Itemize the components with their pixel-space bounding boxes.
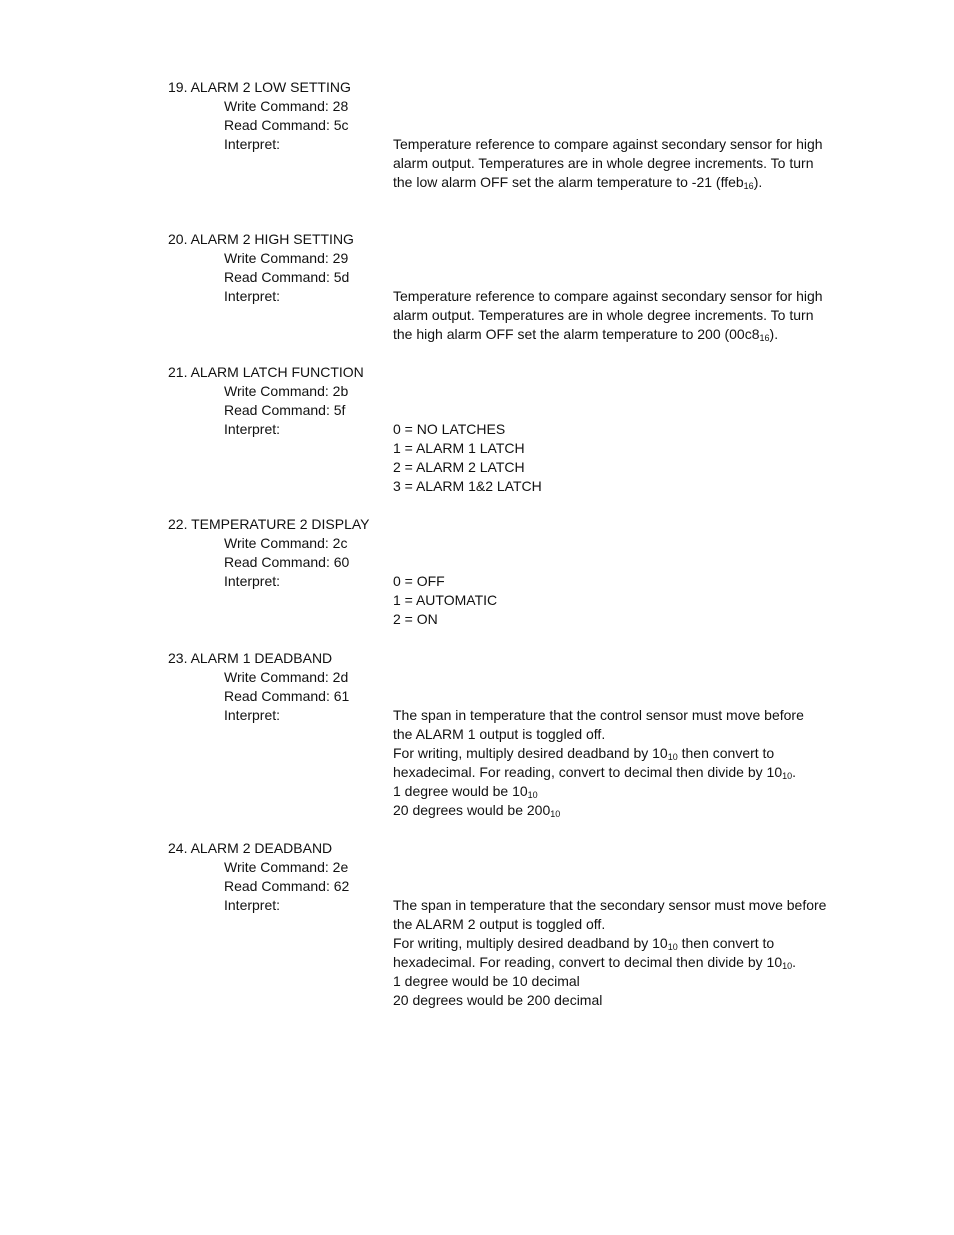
interpret-text-part: 1 degree would be 10 xyxy=(393,783,528,799)
section-alarm-2-high-setting xyxy=(168,230,858,343)
interpret-text-part: the high alarm OFF set the alarm temperature to 200 (00c8 xyxy=(393,326,760,342)
option-item: 3 = ALARM 1&2 LATCH xyxy=(393,478,542,494)
interpret-text-part: For writing, multiply desired deadband by 10 xyxy=(393,745,668,761)
interpret-label: Interpret: xyxy=(224,897,281,913)
section-alarm-latch-function xyxy=(168,363,858,494)
read-command: Read Command: 60 xyxy=(224,554,350,570)
interpret-text-part: For writing, multiply desired deadband by 10 xyxy=(393,935,668,951)
interpret-line xyxy=(393,744,853,763)
section-title: 20. ALARM 2 HIGH SETTING xyxy=(168,231,354,247)
read-command: Read Command: 5d xyxy=(224,269,350,285)
subscript: 10 xyxy=(667,752,678,762)
interpret-text-part: then convert to xyxy=(677,935,775,951)
interpret-options xyxy=(393,420,853,496)
option-item: 2 = ALARM 2 LATCH xyxy=(393,459,525,475)
interpret-line xyxy=(393,325,853,344)
interpret-label: Interpret: xyxy=(224,288,281,304)
write-command: Write Command: 2b xyxy=(224,383,349,399)
option-item: 2 = ON xyxy=(393,611,438,627)
interpret-text-part: . xyxy=(792,764,797,780)
interpret-line: alarm output. Temperatures are in whole degree increments. To turn xyxy=(393,307,814,323)
interpret-line xyxy=(393,763,853,782)
section-title: 23. ALARM 1 DEADBAND xyxy=(168,650,333,666)
interpret-text-part: then convert to xyxy=(677,745,775,761)
interpret-options xyxy=(393,572,853,629)
option-item: 0 = OFF xyxy=(393,573,445,589)
interpret-text-part: hexadecimal. For reading, convert to decimal then divide by 10 xyxy=(393,764,783,780)
section-title: 19. ALARM 2 LOW SETTING xyxy=(168,79,351,95)
write-command: Write Command: 2c xyxy=(224,535,348,551)
read-command: Read Command: 62 xyxy=(224,878,350,894)
interpret-text xyxy=(393,896,853,1010)
write-command: Write Command: 2d xyxy=(224,669,349,685)
subscript: 10 xyxy=(527,790,538,800)
interpret-text-part: . xyxy=(792,954,797,970)
section-temperature-2-display xyxy=(168,515,858,627)
interpret-label: Interpret: xyxy=(224,707,281,723)
interpret-line xyxy=(393,801,853,820)
interpret-text-part: ). xyxy=(769,326,779,342)
section-title: 21. ALARM LATCH FUNCTION xyxy=(168,364,364,380)
subscript: 10 xyxy=(782,961,793,971)
option-item: 1 = AUTOMATIC xyxy=(393,592,498,608)
subscript: 10 xyxy=(667,942,678,952)
interpret-line: alarm output. Temperatures are in whole degree increments. To turn xyxy=(393,155,814,171)
option-item: 1 = ALARM 1 LATCH xyxy=(393,440,525,456)
interpret-text-part: hexadecimal. For reading, convert to decimal then divide by 10 xyxy=(393,954,783,970)
interpret-text-part: 20 degrees would be 200 xyxy=(393,802,551,818)
read-command: Read Command: 5f xyxy=(224,402,346,418)
interpret-line: the ALARM 1 output is toggled off. xyxy=(393,726,606,742)
interpret-text xyxy=(393,135,853,192)
subscript: 16 xyxy=(759,333,770,343)
interpret-text xyxy=(393,706,853,820)
section-title: 22. TEMPERATURE 2 DISPLAY xyxy=(168,516,370,532)
write-command: Write Command: 28 xyxy=(224,98,349,114)
section-alarm-1-deadband xyxy=(168,649,858,819)
interpret-text xyxy=(393,287,853,344)
subscript: 10 xyxy=(782,771,793,781)
interpret-label: Interpret: xyxy=(224,136,281,152)
section-alarm-2-deadband xyxy=(168,839,858,1008)
interpret-label: Interpret: xyxy=(224,421,281,437)
subscript: 16 xyxy=(743,181,754,191)
write-command: Write Command: 29 xyxy=(224,250,349,266)
interpret-label: Interpret: xyxy=(224,573,281,589)
interpret-line: the ALARM 2 output is toggled off. xyxy=(393,916,606,932)
interpret-line: 1 degree would be 10 decimal xyxy=(393,973,580,989)
read-command: Read Command: 5c xyxy=(224,117,349,133)
interpret-line xyxy=(393,934,853,953)
interpret-line xyxy=(393,782,853,801)
write-command: Write Command: 2e xyxy=(224,859,349,875)
interpret-text-part: the low alarm OFF set the alarm temperature to -21 (ffeb xyxy=(393,174,744,190)
read-command: Read Command: 61 xyxy=(224,688,350,704)
interpret-line: 20 degrees would be 200 decimal xyxy=(393,992,603,1008)
interpret-line: The span in temperature that the secondary sensor must move before xyxy=(393,897,827,913)
interpret-text-part: ). xyxy=(753,174,763,190)
subscript: 10 xyxy=(550,809,561,819)
interpret-line: The span in temperature that the control sensor must move before xyxy=(393,707,804,723)
interpret-line xyxy=(393,173,853,192)
interpret-line: Temperature reference to compare against secondary sensor for high xyxy=(393,136,823,152)
interpret-line xyxy=(393,953,853,972)
section-title: 24. ALARM 2 DEADBAND xyxy=(168,840,333,856)
section-alarm-2-low-setting xyxy=(168,78,858,191)
interpret-line: Temperature reference to compare against secondary sensor for high xyxy=(393,288,823,304)
option-item: 0 = NO LATCHES xyxy=(393,421,506,437)
